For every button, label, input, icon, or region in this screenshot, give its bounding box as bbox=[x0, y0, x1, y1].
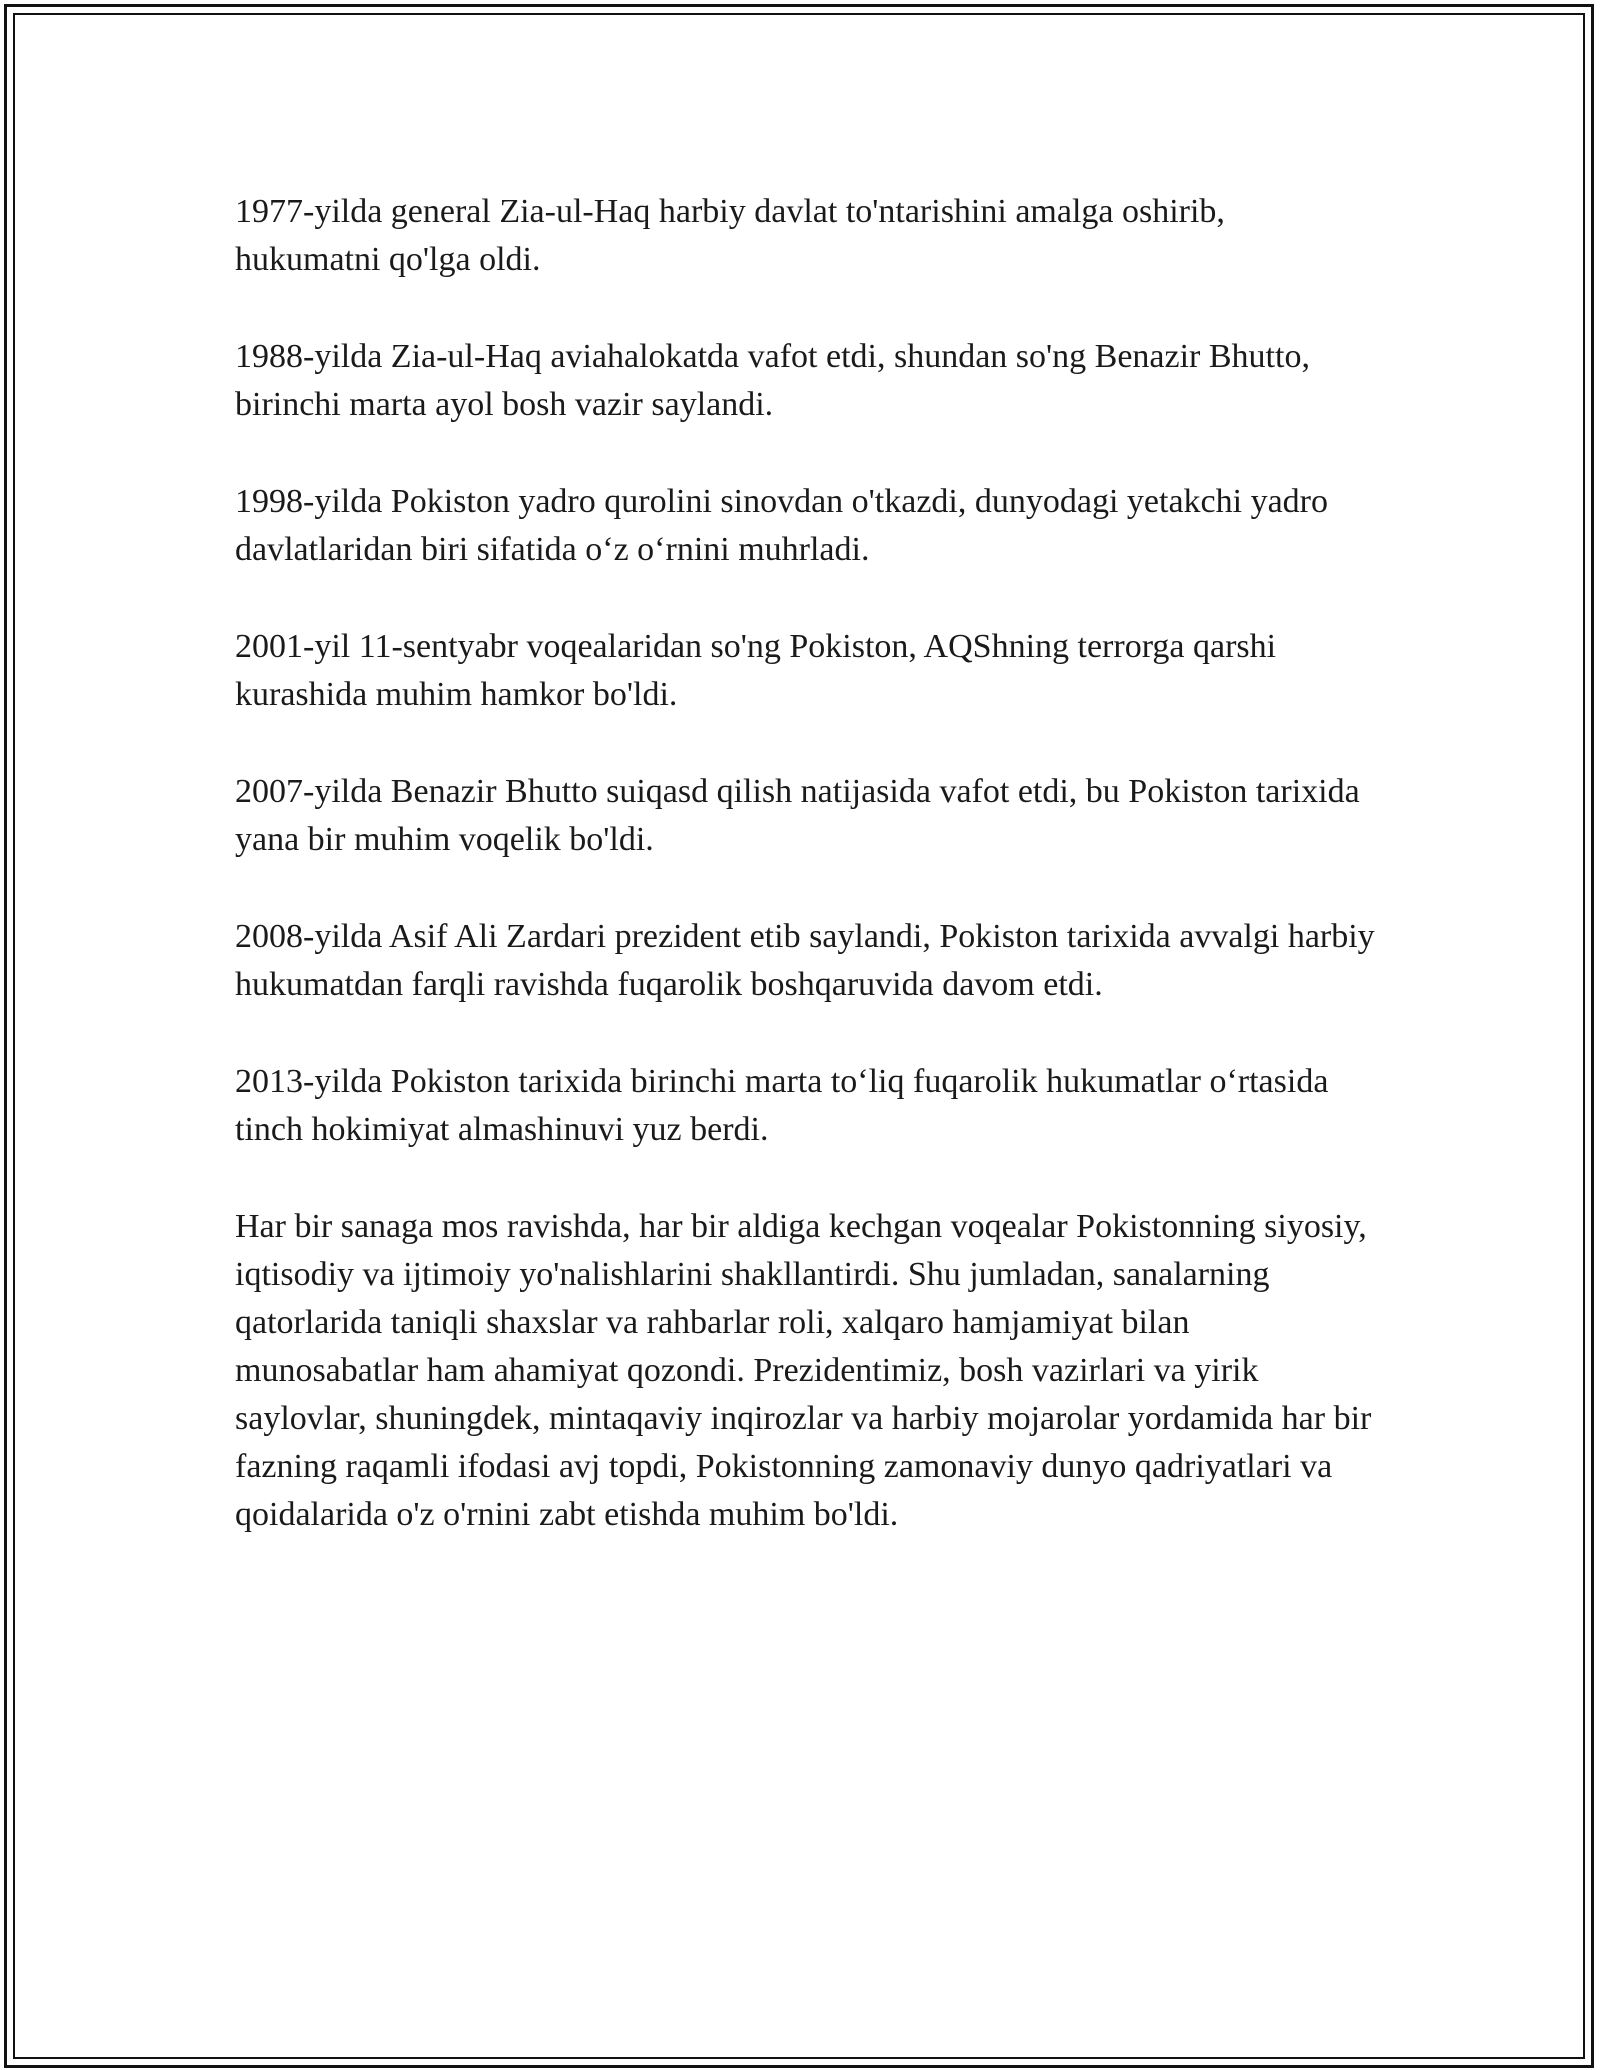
paragraph-1988: 1988-yilda Zia-ul-Haq aviahalokatda vafot etdi, shundan so'ng Benazir Bhutto, birinchi marta ayol bosh vazir saylandi. bbox=[235, 338, 1310, 423]
paragraph-summary: Har bir sanaga mos ravishda, har bir aldiga kechgan voqealar Pokistonning siyosiy, iqtisodiy va ijtimoiy yo'nalishlarini shakllantirdi. Shu jumladan, sanalarning qatorlarida taniqli shaxslar va rahbarlar roli, xalqaro hamjamiyat bilan munosabatlar ham ahamiyat qozondi. Prezidentimiz, bosh vazirlari va yirik saylovlar, shuningdek, mintaqaviy inqirozlar va harbiy mojarolar yordamida har bir fazning raqamli ifodasi avj topdi, Pokistonning zamonaviy dunyo qadriyatlari va qoidalarida o'z o'rnini zabt etishda muhim bo'ldi. bbox=[235, 1208, 1372, 1533]
document-body bbox=[235, 188, 1375, 1588]
paragraph-1977: 1977-yilda general Zia-ul-Haq harbiy davlat to'ntarishini amalga oshirib, hukumatni qo'lga oldi. bbox=[235, 193, 1225, 278]
paragraph-1998: 1998-yilda Pokiston yadro qurolini sinovdan o'tkazdi, dunyodagi yetakchi yadro davlatlaridan biri sifatida o‘z o‘rnini muhrladi. bbox=[235, 483, 1328, 568]
paragraph-2001: 2001-yil 11-sentyabr voqealaridan so'ng Pokiston, AQShning terrorga qarshi kurashida muhim hamkor bo'ldi. bbox=[235, 628, 1277, 713]
paragraph-2013: 2013-yilda Pokiston tarixida birinchi marta to‘liq fuqarolik hukumatlar o‘rtasida tinch hokimiyat almashinuvi yuz berdi. bbox=[235, 1063, 1329, 1148]
paragraph-2008: 2008-yilda Asif Ali Zardari prezident etib saylandi, Pokiston tarixida avvalgi harbiy hukumatdan farqli ravishda fuqarolik boshqaruvida davom etdi. bbox=[235, 918, 1375, 1003]
paragraph-2007: 2007-yilda Benazir Bhutto suiqasd qilish natijasida vafot etdi, bu Pokiston tarixida yana bir muhim voqelik bo'ldi. bbox=[235, 773, 1360, 858]
